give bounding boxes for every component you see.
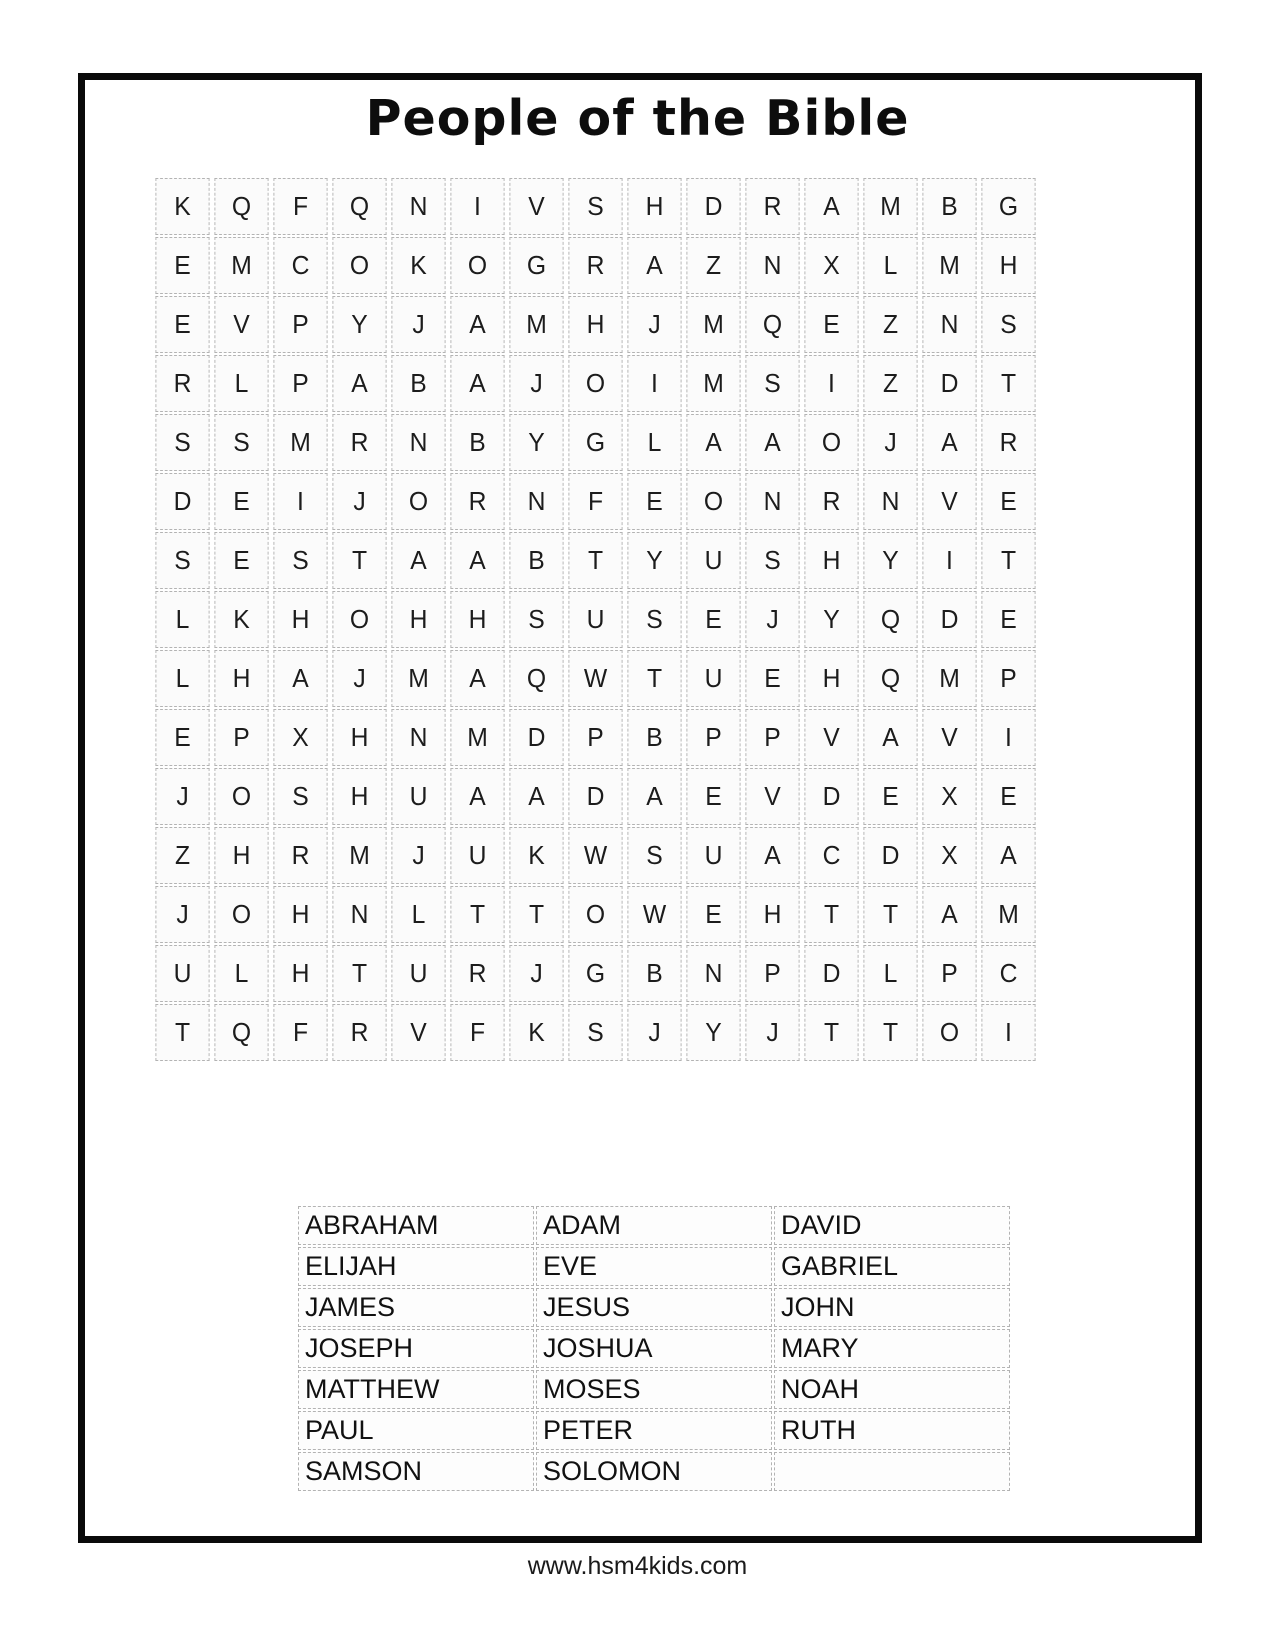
grid-letter-cell: R bbox=[332, 414, 386, 471]
grid-letter-cell: M bbox=[922, 237, 976, 294]
grid-letter-cell-row bbox=[154, 1004, 1037, 1061]
grid-letter-cell: A bbox=[745, 827, 799, 884]
grid-letter-cell: D bbox=[568, 768, 622, 825]
word-list-cell: ABRAHAM bbox=[298, 1206, 534, 1245]
word-list-cell: GABRIEL bbox=[774, 1247, 1010, 1286]
grid-letter-cell: V bbox=[391, 1004, 445, 1061]
grid-letter-cell: Q bbox=[332, 178, 386, 235]
word-list-cell: JESUS bbox=[536, 1288, 772, 1327]
grid-letter-cell: J bbox=[391, 827, 445, 884]
grid-letter-cell: I bbox=[627, 355, 681, 412]
grid-letter-cell: R bbox=[332, 1004, 386, 1061]
grid-letter-cell: R bbox=[745, 178, 799, 235]
grid-letter-cell: H bbox=[332, 709, 386, 766]
word-list-cell: DAVID bbox=[774, 1206, 1010, 1245]
grid-letter-cell-row bbox=[154, 473, 1037, 530]
grid-letter-cell: U bbox=[391, 945, 445, 1002]
grid-letter-cell: E bbox=[745, 650, 799, 707]
grid-letter-cell-row bbox=[154, 296, 1037, 353]
grid-letter-cell: A bbox=[804, 178, 858, 235]
grid-letter-cell-row bbox=[154, 178, 1037, 235]
grid-letter-cell-row bbox=[154, 650, 1037, 707]
grid-letter-cell: B bbox=[627, 709, 681, 766]
grid-letter-cell: R bbox=[981, 414, 1035, 471]
grid-letter-cell: S bbox=[214, 414, 268, 471]
grid-letter-cell: T bbox=[981, 355, 1035, 412]
grid-letter-cell: N bbox=[332, 886, 386, 943]
grid-letter-cell: A bbox=[450, 768, 504, 825]
word-list-cell-row bbox=[298, 1329, 1010, 1368]
grid-letter-cell: A bbox=[863, 709, 917, 766]
grid-letter-cell: X bbox=[804, 237, 858, 294]
grid-letter-cell-row bbox=[154, 355, 1037, 412]
word-list-cell: ADAM bbox=[536, 1206, 772, 1245]
grid-letter-cell: H bbox=[273, 591, 327, 648]
grid-letter-cell: R bbox=[450, 473, 504, 530]
word-list-cell: ELIJAH bbox=[298, 1247, 534, 1286]
grid-letter-cell: H bbox=[391, 591, 445, 648]
grid-letter-cell: L bbox=[155, 591, 209, 648]
grid-letter-cell: Y bbox=[509, 414, 563, 471]
grid-letter-cell: U bbox=[686, 532, 740, 589]
grid-letter-cell: F bbox=[450, 1004, 504, 1061]
word-list-cell: MARY bbox=[774, 1329, 1010, 1368]
grid-letter-cell: P bbox=[745, 945, 799, 1002]
grid-letter-cell: D bbox=[863, 827, 917, 884]
grid-letter-cell: V bbox=[745, 768, 799, 825]
grid-letter-cell: G bbox=[568, 414, 622, 471]
grid-letter-cell: S bbox=[627, 827, 681, 884]
word-list-cell-row bbox=[298, 1411, 1010, 1450]
grid-letter-cell: A bbox=[450, 650, 504, 707]
grid-letter-cell: M bbox=[509, 296, 563, 353]
grid-letter-cell: T bbox=[863, 886, 917, 943]
grid-letter-cell: X bbox=[273, 709, 327, 766]
grid-letter-cell: T bbox=[155, 1004, 209, 1061]
grid-letter-cell: A bbox=[745, 414, 799, 471]
grid-letter-cell: F bbox=[568, 473, 622, 530]
grid-letter-cell: J bbox=[509, 355, 563, 412]
grid-letter-cell: P bbox=[686, 709, 740, 766]
word-search-grid bbox=[152, 176, 1039, 1063]
grid-letter-cell: H bbox=[745, 886, 799, 943]
grid-letter-cell: J bbox=[745, 591, 799, 648]
word-list-cell: NOAH bbox=[774, 1370, 1010, 1409]
word-list-cell: MOSES bbox=[536, 1370, 772, 1409]
grid-letter-cell: E bbox=[804, 296, 858, 353]
grid-letter-cell: E bbox=[981, 473, 1035, 530]
grid-letter-cell-row bbox=[154, 237, 1037, 294]
grid-letter-cell: X bbox=[922, 768, 976, 825]
grid-letter-cell: C bbox=[273, 237, 327, 294]
grid-letter-cell: A bbox=[981, 827, 1035, 884]
grid-letter-cell: I bbox=[981, 1004, 1035, 1061]
grid-letter-cell: J bbox=[627, 1004, 681, 1061]
grid-letter-cell: V bbox=[804, 709, 858, 766]
grid-letter-cell: W bbox=[627, 886, 681, 943]
grid-letter-cell: T bbox=[332, 945, 386, 1002]
grid-letter-cell: D bbox=[686, 178, 740, 235]
grid-letter-cell: Y bbox=[332, 296, 386, 353]
word-list-cell: PETER bbox=[536, 1411, 772, 1450]
grid-letter-cell: T bbox=[981, 532, 1035, 589]
grid-letter-cell: S bbox=[745, 532, 799, 589]
grid-letter-cell: W bbox=[568, 650, 622, 707]
grid-letter-cell: B bbox=[450, 414, 504, 471]
grid-letter-cell: U bbox=[686, 827, 740, 884]
grid-letter-cell: T bbox=[627, 650, 681, 707]
grid-letter-cell-row bbox=[154, 591, 1037, 648]
grid-letter-cell: J bbox=[745, 1004, 799, 1061]
grid-letter-cell: S bbox=[273, 532, 327, 589]
grid-letter-cell: Q bbox=[214, 178, 268, 235]
grid-letter-cell: Q bbox=[863, 650, 917, 707]
grid-letter-cell: G bbox=[509, 237, 563, 294]
grid-letter-cell: Q bbox=[509, 650, 563, 707]
grid-letter-cell: P bbox=[981, 650, 1035, 707]
grid-letter-cell: B bbox=[922, 178, 976, 235]
grid-letter-cell: P bbox=[745, 709, 799, 766]
grid-letter-cell: T bbox=[863, 1004, 917, 1061]
grid-letter-cell: M bbox=[450, 709, 504, 766]
grid-letter-cell: D bbox=[509, 709, 563, 766]
grid-letter-cell: M bbox=[214, 237, 268, 294]
grid-letter-cell: F bbox=[273, 1004, 327, 1061]
grid-letter-cell: L bbox=[391, 886, 445, 943]
grid-letter-cell: R bbox=[568, 237, 622, 294]
grid-letter-cell: M bbox=[863, 178, 917, 235]
word-list-body bbox=[298, 1206, 1010, 1491]
grid-letter-cell: G bbox=[568, 945, 622, 1002]
grid-letter-cell: Q bbox=[863, 591, 917, 648]
grid-letter-cell: S bbox=[981, 296, 1035, 353]
puzzle-title: People of the Bible bbox=[365, 90, 910, 147]
grid-letter-cell: H bbox=[450, 591, 504, 648]
grid-letter-cell: L bbox=[214, 945, 268, 1002]
grid-letter-cell: L bbox=[155, 650, 209, 707]
grid-letter-cell: E bbox=[155, 709, 209, 766]
grid-letter-cell: H bbox=[332, 768, 386, 825]
grid-letter-cell: H bbox=[804, 532, 858, 589]
grid-letter-cell: J bbox=[155, 886, 209, 943]
grid-letter-cell: H bbox=[214, 827, 268, 884]
grid-letter-cell: R bbox=[450, 945, 504, 1002]
grid-letter-cell: A bbox=[509, 768, 563, 825]
grid-letter-cell: Y bbox=[686, 1004, 740, 1061]
grid-letter-cell: B bbox=[627, 945, 681, 1002]
grid-letter-cell: O bbox=[332, 237, 386, 294]
grid-letter-cell: P bbox=[273, 355, 327, 412]
grid-letter-cell: K bbox=[391, 237, 445, 294]
grid-letter-cell: V bbox=[922, 709, 976, 766]
grid-letter-cell: O bbox=[804, 414, 858, 471]
grid-letter-cell: P bbox=[273, 296, 327, 353]
grid-letter-cell: B bbox=[509, 532, 563, 589]
grid-letter-cell: I bbox=[804, 355, 858, 412]
grid-letter-cell: R bbox=[155, 355, 209, 412]
grid-letter-cell: A bbox=[450, 296, 504, 353]
grid-letter-cell: E bbox=[686, 768, 740, 825]
grid-letter-cell: A bbox=[627, 237, 681, 294]
grid-letter-cell: M bbox=[686, 355, 740, 412]
grid-letter-cell: Q bbox=[745, 296, 799, 353]
grid-letter-cell: T bbox=[804, 1004, 858, 1061]
grid-letter-cell: M bbox=[391, 650, 445, 707]
grid-letter-cell: A bbox=[332, 355, 386, 412]
grid-letter-cell: X bbox=[922, 827, 976, 884]
grid-letter-cell: I bbox=[922, 532, 976, 589]
grid-letter-cell: S bbox=[568, 1004, 622, 1061]
word-list-cell bbox=[774, 1452, 1010, 1491]
grid-letter-cell: H bbox=[214, 650, 268, 707]
grid-letter-cell: C bbox=[981, 945, 1035, 1002]
word-list-cell-row bbox=[298, 1288, 1010, 1327]
grid-letter-cell: K bbox=[509, 1004, 563, 1061]
grid-letter-cell: H bbox=[273, 945, 327, 1002]
grid-letter-cell: J bbox=[863, 414, 917, 471]
grid-letter-cell: S bbox=[627, 591, 681, 648]
grid-letter-cell: I bbox=[450, 178, 504, 235]
grid-letter-cell: T bbox=[509, 886, 563, 943]
grid-letter-cell: P bbox=[922, 945, 976, 1002]
grid-letter-cell: D bbox=[922, 355, 976, 412]
grid-letter-cell: A bbox=[450, 355, 504, 412]
grid-letter-cell: Q bbox=[214, 1004, 268, 1061]
grid-letter-cell: R bbox=[804, 473, 858, 530]
grid-letter-cell: E bbox=[981, 591, 1035, 648]
word-list-cell: JOSEPH bbox=[298, 1329, 534, 1368]
grid-letter-cell: C bbox=[804, 827, 858, 884]
grid-letter-cell: B bbox=[391, 355, 445, 412]
grid-letter-cell: L bbox=[214, 355, 268, 412]
grid-letter-cell: E bbox=[155, 237, 209, 294]
grid-letter-cell: N bbox=[391, 414, 445, 471]
word-search-grid-body bbox=[154, 178, 1037, 1061]
grid-letter-cell: D bbox=[804, 945, 858, 1002]
grid-letter-cell: H bbox=[981, 237, 1035, 294]
grid-letter-cell-row bbox=[154, 414, 1037, 471]
grid-letter-cell: E bbox=[863, 768, 917, 825]
grid-letter-cell: S bbox=[155, 414, 209, 471]
grid-letter-cell: J bbox=[332, 473, 386, 530]
grid-letter-cell: H bbox=[273, 886, 327, 943]
word-list-cell: JAMES bbox=[298, 1288, 534, 1327]
grid-letter-cell: U bbox=[568, 591, 622, 648]
grid-letter-cell: U bbox=[155, 945, 209, 1002]
grid-letter-cell: D bbox=[804, 768, 858, 825]
grid-letter-cell: Y bbox=[804, 591, 858, 648]
grid-letter-cell: N bbox=[391, 709, 445, 766]
grid-letter-cell: N bbox=[922, 296, 976, 353]
word-list-cell: SAMSON bbox=[298, 1452, 534, 1491]
grid-letter-cell: M bbox=[981, 886, 1035, 943]
grid-letter-cell: J bbox=[627, 296, 681, 353]
grid-letter-cell: P bbox=[568, 709, 622, 766]
grid-letter-cell: Y bbox=[627, 532, 681, 589]
grid-letter-cell: T bbox=[804, 886, 858, 943]
grid-letter-cell: M bbox=[273, 414, 327, 471]
word-list-cell: RUTH bbox=[774, 1411, 1010, 1450]
grid-letter-cell: U bbox=[450, 827, 504, 884]
grid-letter-cell: L bbox=[863, 945, 917, 1002]
grid-letter-cell: O bbox=[568, 355, 622, 412]
grid-letter-cell: K bbox=[214, 591, 268, 648]
grid-letter-cell: O bbox=[686, 473, 740, 530]
word-list-cell: JOSHUA bbox=[536, 1329, 772, 1368]
grid-letter-cell: A bbox=[922, 414, 976, 471]
grid-letter-cell: D bbox=[922, 591, 976, 648]
grid-letter-cell: J bbox=[509, 945, 563, 1002]
grid-letter-cell: N bbox=[391, 178, 445, 235]
grid-letter-cell: T bbox=[568, 532, 622, 589]
grid-letter-cell: V bbox=[214, 296, 268, 353]
grid-letter-cell-row bbox=[154, 768, 1037, 825]
grid-letter-cell: O bbox=[922, 1004, 976, 1061]
word-list-cell-row bbox=[298, 1247, 1010, 1286]
grid-letter-cell: H bbox=[568, 296, 622, 353]
grid-letter-cell: O bbox=[214, 768, 268, 825]
word-list-cell: MATTHEW bbox=[298, 1370, 534, 1409]
grid-letter-cell: S bbox=[155, 532, 209, 589]
grid-letter-cell: E bbox=[155, 296, 209, 353]
grid-letter-cell: O bbox=[332, 591, 386, 648]
grid-letter-cell: Z bbox=[863, 355, 917, 412]
grid-letter-cell: E bbox=[214, 473, 268, 530]
grid-letter-cell-row bbox=[154, 827, 1037, 884]
grid-letter-cell: U bbox=[686, 650, 740, 707]
grid-letter-cell: S bbox=[568, 178, 622, 235]
grid-letter-cell: K bbox=[155, 178, 209, 235]
grid-letter-cell: Y bbox=[863, 532, 917, 589]
grid-letter-cell: E bbox=[686, 591, 740, 648]
grid-letter-cell: U bbox=[391, 768, 445, 825]
grid-letter-cell: M bbox=[686, 296, 740, 353]
grid-letter-cell: T bbox=[450, 886, 504, 943]
grid-letter-cell: P bbox=[214, 709, 268, 766]
grid-letter-cell: A bbox=[391, 532, 445, 589]
word-list-cell: PAUL bbox=[298, 1411, 534, 1450]
word-list-cell: EVE bbox=[536, 1247, 772, 1286]
grid-letter-cell: S bbox=[273, 768, 327, 825]
grid-letter-cell: W bbox=[568, 827, 622, 884]
grid-letter-cell: E bbox=[627, 473, 681, 530]
grid-letter-cell: K bbox=[509, 827, 563, 884]
grid-letter-cell: O bbox=[391, 473, 445, 530]
grid-letter-cell-row bbox=[154, 532, 1037, 589]
grid-letter-cell: J bbox=[155, 768, 209, 825]
grid-letter-cell: O bbox=[450, 237, 504, 294]
grid-letter-cell: S bbox=[509, 591, 563, 648]
grid-letter-cell: I bbox=[273, 473, 327, 530]
grid-letter-cell: N bbox=[686, 945, 740, 1002]
grid-letter-cell: E bbox=[981, 768, 1035, 825]
grid-letter-cell: M bbox=[332, 827, 386, 884]
grid-letter-cell: D bbox=[155, 473, 209, 530]
grid-letter-cell: E bbox=[686, 886, 740, 943]
grid-letter-cell: A bbox=[273, 650, 327, 707]
grid-letter-cell: J bbox=[332, 650, 386, 707]
word-list bbox=[296, 1204, 1012, 1493]
word-list-cell-row bbox=[298, 1206, 1010, 1245]
grid-letter-cell: N bbox=[745, 473, 799, 530]
grid-letter-cell: O bbox=[214, 886, 268, 943]
word-list-cell-row bbox=[298, 1370, 1010, 1409]
grid-letter-cell-row bbox=[154, 709, 1037, 766]
grid-letter-cell: O bbox=[568, 886, 622, 943]
grid-letter-cell: A bbox=[922, 886, 976, 943]
grid-letter-cell: E bbox=[214, 532, 268, 589]
grid-letter-cell: Z bbox=[155, 827, 209, 884]
grid-letter-cell: J bbox=[391, 296, 445, 353]
grid-letter-cell: L bbox=[627, 414, 681, 471]
grid-letter-cell: N bbox=[509, 473, 563, 530]
grid-letter-cell: F bbox=[273, 178, 327, 235]
word-list-cell: SOLOMON bbox=[536, 1452, 772, 1491]
word-list-cell: JOHN bbox=[774, 1288, 1010, 1327]
grid-letter-cell: N bbox=[745, 237, 799, 294]
grid-letter-cell-row bbox=[154, 945, 1037, 1002]
grid-letter-cell: H bbox=[804, 650, 858, 707]
grid-letter-cell: A bbox=[627, 768, 681, 825]
grid-letter-cell: A bbox=[686, 414, 740, 471]
grid-letter-cell: T bbox=[332, 532, 386, 589]
grid-letter-cell-row bbox=[154, 886, 1037, 943]
grid-letter-cell: G bbox=[981, 178, 1035, 235]
grid-letter-cell: H bbox=[627, 178, 681, 235]
grid-letter-cell: R bbox=[273, 827, 327, 884]
grid-letter-cell: V bbox=[922, 473, 976, 530]
grid-letter-cell: I bbox=[981, 709, 1035, 766]
grid-letter-cell: Z bbox=[686, 237, 740, 294]
word-list-cell-row bbox=[298, 1452, 1010, 1491]
grid-letter-cell: S bbox=[745, 355, 799, 412]
grid-letter-cell: A bbox=[450, 532, 504, 589]
grid-letter-cell: N bbox=[863, 473, 917, 530]
grid-letter-cell: L bbox=[863, 237, 917, 294]
grid-letter-cell: Z bbox=[863, 296, 917, 353]
footer-url: www.hsm4kids.com bbox=[527, 1552, 748, 1580]
grid-letter-cell: V bbox=[509, 178, 563, 235]
grid-letter-cell: M bbox=[922, 650, 976, 707]
